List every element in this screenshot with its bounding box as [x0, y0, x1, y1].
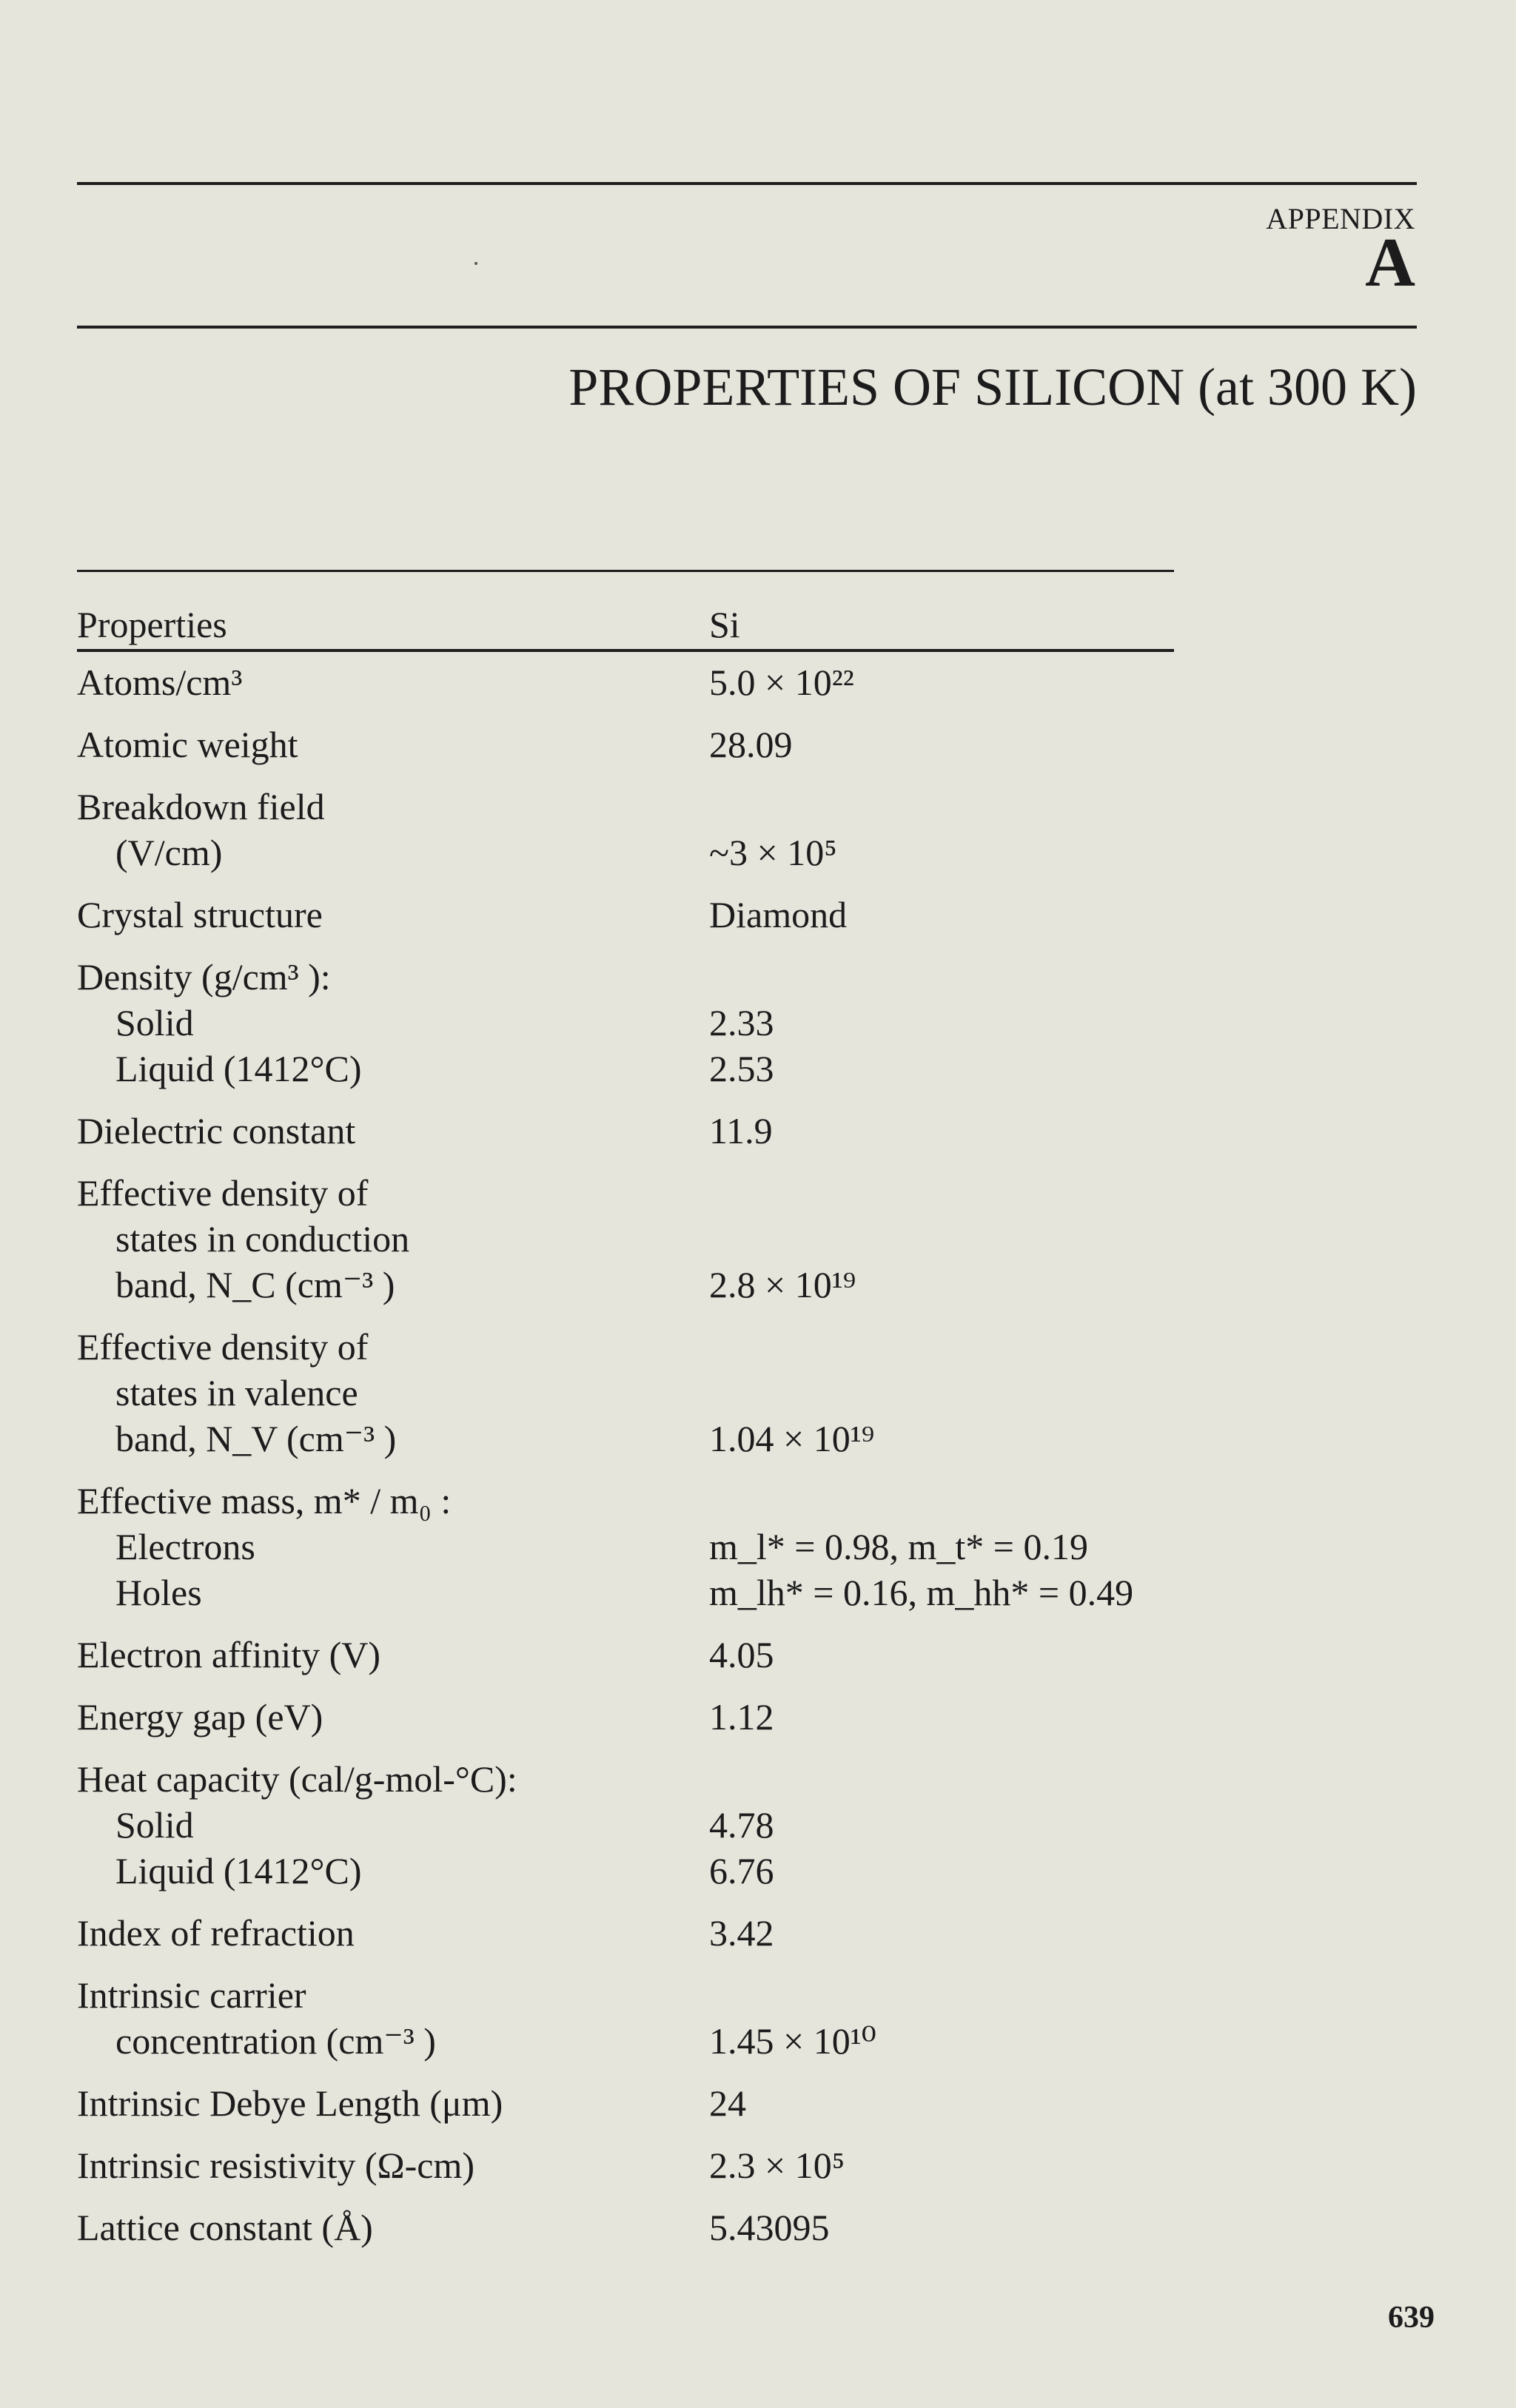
property-line: concentration (cm⁻³ )	[115, 2020, 436, 2062]
value-line	[709, 1756, 1174, 1802]
table-row	[77, 659, 1174, 705]
table-row	[77, 1632, 1174, 1678]
property-line: Intrinsic Debye Length (μm)	[77, 2082, 503, 2124]
table-row	[77, 1694, 1174, 1740]
mid-rule	[77, 326, 1417, 329]
value-line: Diamond	[709, 894, 848, 935]
property-line: Heat capacity (cal/g-mol-°C):	[77, 1758, 517, 1800]
property-cell	[77, 1632, 709, 1678]
table-row	[77, 892, 1174, 938]
property-line: Intrinsic carrier	[77, 1974, 306, 2016]
table-row	[77, 722, 1174, 767]
property-line: Dielectric constant	[77, 1110, 356, 1151]
value-line: 11.9	[709, 1110, 773, 1151]
table-row	[77, 784, 1174, 875]
value-line: 2.8 × 10¹⁹	[709, 1264, 856, 1305]
appendix-label: APPENDIX	[1266, 202, 1415, 235]
property-line: states in conduction	[115, 1218, 410, 1260]
value-cell	[709, 1170, 1174, 1308]
table-row	[77, 2142, 1174, 2188]
property-cell	[77, 784, 709, 875]
property-line: Electrons	[115, 1526, 255, 1567]
property-line: (V/cm)	[115, 832, 223, 873]
property-line: Crystal structure	[77, 894, 323, 935]
table-row	[77, 1478, 1174, 1615]
value-line	[709, 784, 1174, 830]
value-line: 2.53	[709, 1048, 774, 1089]
value-cell	[709, 954, 1174, 1092]
value-cell	[709, 892, 1174, 938]
property-line: band, N_V (cm⁻³ )	[115, 1418, 397, 1459]
value-line	[709, 1370, 1174, 1416]
property-cell	[77, 2204, 709, 2250]
header-si: Si	[709, 604, 740, 645]
value-line	[709, 1478, 1174, 1524]
value-line	[709, 1972, 1174, 2018]
property-line: Effective mass, m* / m₀ :	[77, 1480, 452, 1521]
property-line: Effective density of	[77, 1326, 369, 1368]
property-cell	[77, 954, 709, 1092]
property-cell	[77, 722, 709, 767]
property-cell	[77, 1756, 709, 1894]
table-row	[77, 1972, 1174, 2064]
property-cell	[77, 1324, 709, 1462]
value-line	[709, 1216, 1174, 1262]
table-row	[77, 954, 1174, 1092]
value-cell	[709, 784, 1174, 875]
value-line: m_lh* = 0.16, m_hh* = 0.49	[709, 1572, 1134, 1613]
value-cell	[709, 2204, 1174, 2250]
property-line: Atoms/cm³	[77, 662, 243, 703]
property-line: Intrinsic resistivity (Ω-cm)	[77, 2145, 475, 2186]
value-line: 5.0 × 10²²	[709, 662, 854, 703]
value-line	[709, 1170, 1174, 1216]
value-cell	[709, 1910, 1174, 1956]
page-number: 639	[1388, 2301, 1435, 2335]
table-row	[77, 1108, 1174, 1154]
property-cell	[77, 1972, 709, 2064]
property-line: Holes	[115, 1572, 202, 1613]
table-row	[77, 1756, 1174, 1894]
property-line: Lattice constant (Å)	[77, 2207, 373, 2248]
value-cell	[709, 1324, 1174, 1462]
value-cell	[709, 2080, 1174, 2126]
value-line	[709, 954, 1174, 1000]
value-line: 1.12	[709, 1696, 774, 1738]
value-line: 2.3 × 10⁵	[709, 2145, 845, 2186]
value-cell	[709, 722, 1174, 767]
value-line: m_l* = 0.98, m_t* = 0.19	[709, 1526, 1088, 1567]
property-cell	[77, 1108, 709, 1154]
property-cell	[77, 892, 709, 938]
property-cell	[77, 2080, 709, 2126]
value-line: ~3 × 10⁵	[709, 832, 837, 873]
value-line: 6.76	[709, 1850, 774, 1891]
property-cell	[77, 1478, 709, 1615]
value-cell	[709, 1756, 1174, 1894]
value-cell	[709, 659, 1174, 705]
value-line: 24	[709, 2082, 746, 2124]
value-line: 1.45 × 10¹⁰	[709, 2020, 876, 2062]
table-row	[77, 1170, 1174, 1308]
value-cell	[709, 2142, 1174, 2188]
property-line: Atomic weight	[77, 724, 298, 765]
property-line: Effective density of	[77, 1172, 369, 1214]
value-line: 4.78	[709, 1804, 774, 1846]
value-cell	[709, 1972, 1174, 2064]
property-line: band, N_C (cm⁻³ )	[115, 1264, 395, 1305]
page-title: PROPERTIES OF SILICON (at 300 K)	[568, 357, 1417, 417]
property-line: Solid	[115, 1804, 194, 1846]
property-cell	[77, 1910, 709, 1956]
table-row	[77, 1910, 1174, 1956]
header-properties: Properties	[77, 604, 227, 645]
property-cell	[77, 1694, 709, 1740]
top-rule	[77, 182, 1417, 185]
property-line: Energy gap (eV)	[77, 1696, 323, 1738]
property-line: Index of refraction	[77, 1912, 355, 1954]
value-line: 2.33	[709, 1002, 774, 1043]
appendix-letter: A	[1365, 224, 1415, 301]
property-line: Electron affinity (V)	[77, 1634, 381, 1675]
table-header-row	[77, 572, 1174, 649]
table-row	[77, 2080, 1174, 2126]
property-cell	[77, 1170, 709, 1308]
property-line: Solid	[115, 1002, 194, 1043]
table-body	[77, 652, 1174, 2250]
value-cell	[709, 1694, 1174, 1740]
property-line: Liquid (1412°C)	[115, 1850, 362, 1891]
value-line: 5.43095	[709, 2207, 830, 2248]
properties-table	[77, 570, 1174, 2267]
property-cell	[77, 659, 709, 705]
value-cell	[709, 1478, 1174, 1615]
property-cell	[77, 2142, 709, 2188]
value-line: 1.04 × 10¹⁹	[709, 1418, 875, 1459]
speck	[474, 262, 477, 265]
property-line: Liquid (1412°C)	[115, 1048, 362, 1089]
value-cell	[709, 1632, 1174, 1678]
value-line: 3.42	[709, 1912, 774, 1954]
property-line: Density (g/cm³ ):	[77, 956, 331, 998]
table-row	[77, 2204, 1174, 2250]
property-line: Breakdown field	[77, 786, 325, 827]
value-line: 4.05	[709, 1634, 774, 1675]
value-cell	[709, 1108, 1174, 1154]
table-row	[77, 1324, 1174, 1462]
property-line: states in valence	[115, 1372, 358, 1413]
value-line: 28.09	[709, 724, 793, 765]
value-line	[709, 1324, 1174, 1370]
